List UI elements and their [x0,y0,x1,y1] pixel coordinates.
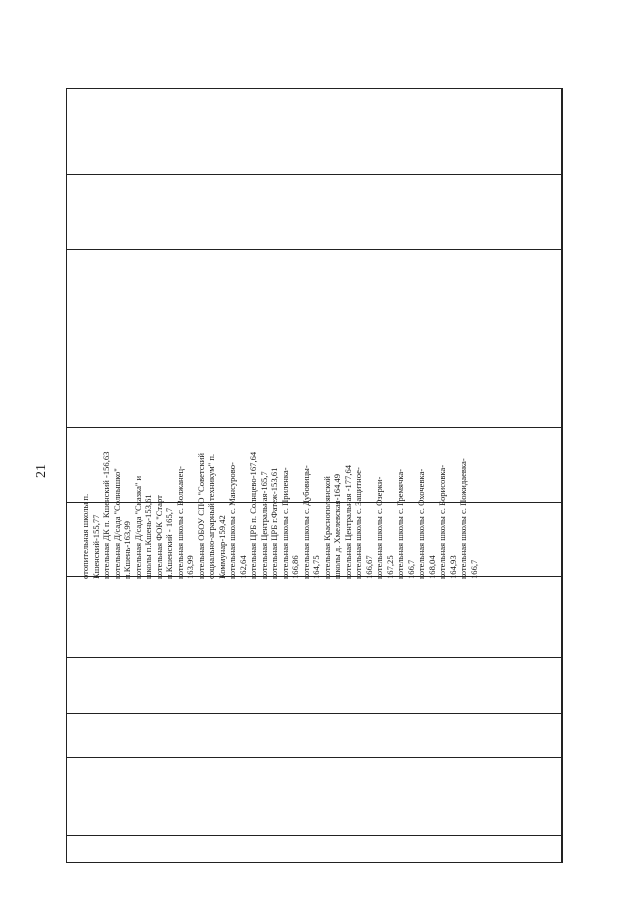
boiler-list-line: 166,86 [290,554,300,579]
boiler-list-line: 166,7 [468,559,479,579]
boiler-list-line: 166,7 [405,559,416,579]
boiler-list-line: 166,67 [363,554,374,579]
boiler-list-lines [80,432,479,579]
table-column-divider [561,89,562,862]
table-row-divider [67,757,562,758]
boiler-list-rotated [80,432,479,579]
boiler-list-line: котельная Краснополянской [321,475,332,579]
boiler-list-line: котельная ЦРБ г.Фатеж-153,61 [269,467,279,579]
boiler-list-line: котельная школы с. Пожидаевка- [458,457,468,579]
boiler-list-line: котельная школы с. Борисовка- [437,464,447,579]
boiler-list-line: п.Кшенский - 165,7 [164,507,174,579]
boiler-list-line: школы п.Кшень-153,61 [143,493,153,579]
boiler-list-line: Кшенский-155,77 [90,514,101,579]
table-row-divider [67,249,562,250]
boiler-list-line: Коммунар-159,42 [216,514,227,579]
boiler-list-line: котельная школы с. Дубовицы- [300,464,311,579]
table-row-divider [67,835,562,836]
boiler-list-line: котельная ОБОУ СПО "Советский [195,452,206,579]
boiler-list-cell [80,268,479,742]
boiler-list-line: котельная школы с. Приленка- [279,466,290,579]
boiler-list-line: школы д. Хмелевская-164,49 [332,473,342,579]
boiler-list-line: котельная школы с. Волжанец- [174,465,185,579]
boiler-list-line: котельная школы с. Защитное- [353,466,363,579]
boiler-list-line: 164,75 [311,554,321,579]
boiler-list-line: отопительная школы п. [80,493,90,579]
boiler-list-line: 162,64 [237,554,248,579]
boiler-list-line: котельная школы с. Охочевка- [416,468,426,579]
boiler-list-line: котельная школы с. Мансурово- [227,461,237,579]
boiler-list-line: 164,93 [447,554,458,579]
boiler-list-line: котельная Центральная -177,64 [342,464,353,579]
boiler-list-line: котельная ДК п. Кшенский -156,63 [101,451,111,579]
boiler-list-line: котельная ФОК "Старт [153,494,164,579]
boiler-list-line: котельная Д/сада "Солнышко" [111,467,122,579]
boiler-list-line: 167,25 [384,554,395,579]
boiler-list-line: котельная Центральная-165,7 [258,470,269,579]
boiler-list-line: 168,04 [426,554,437,579]
boiler-list-line: котельная школы с. Озерки- [374,476,384,579]
table-row-divider [67,174,562,175]
boiler-list-line: котельная ЦРБ п. Солнцево-167,64 [248,451,258,579]
boiler-list-line: социально-аграрный техникум" п. [206,453,216,579]
boiler-list-line: котельная школы с. Гремячка- [395,468,405,579]
boiler-list-line: котельная Д/сада "Сказка" и [132,475,143,579]
boiler-list-line: п.Кшень-163,99 [122,520,132,579]
page-number: 21 [34,464,49,478]
boiler-list-line: 163,99 [185,554,195,579]
